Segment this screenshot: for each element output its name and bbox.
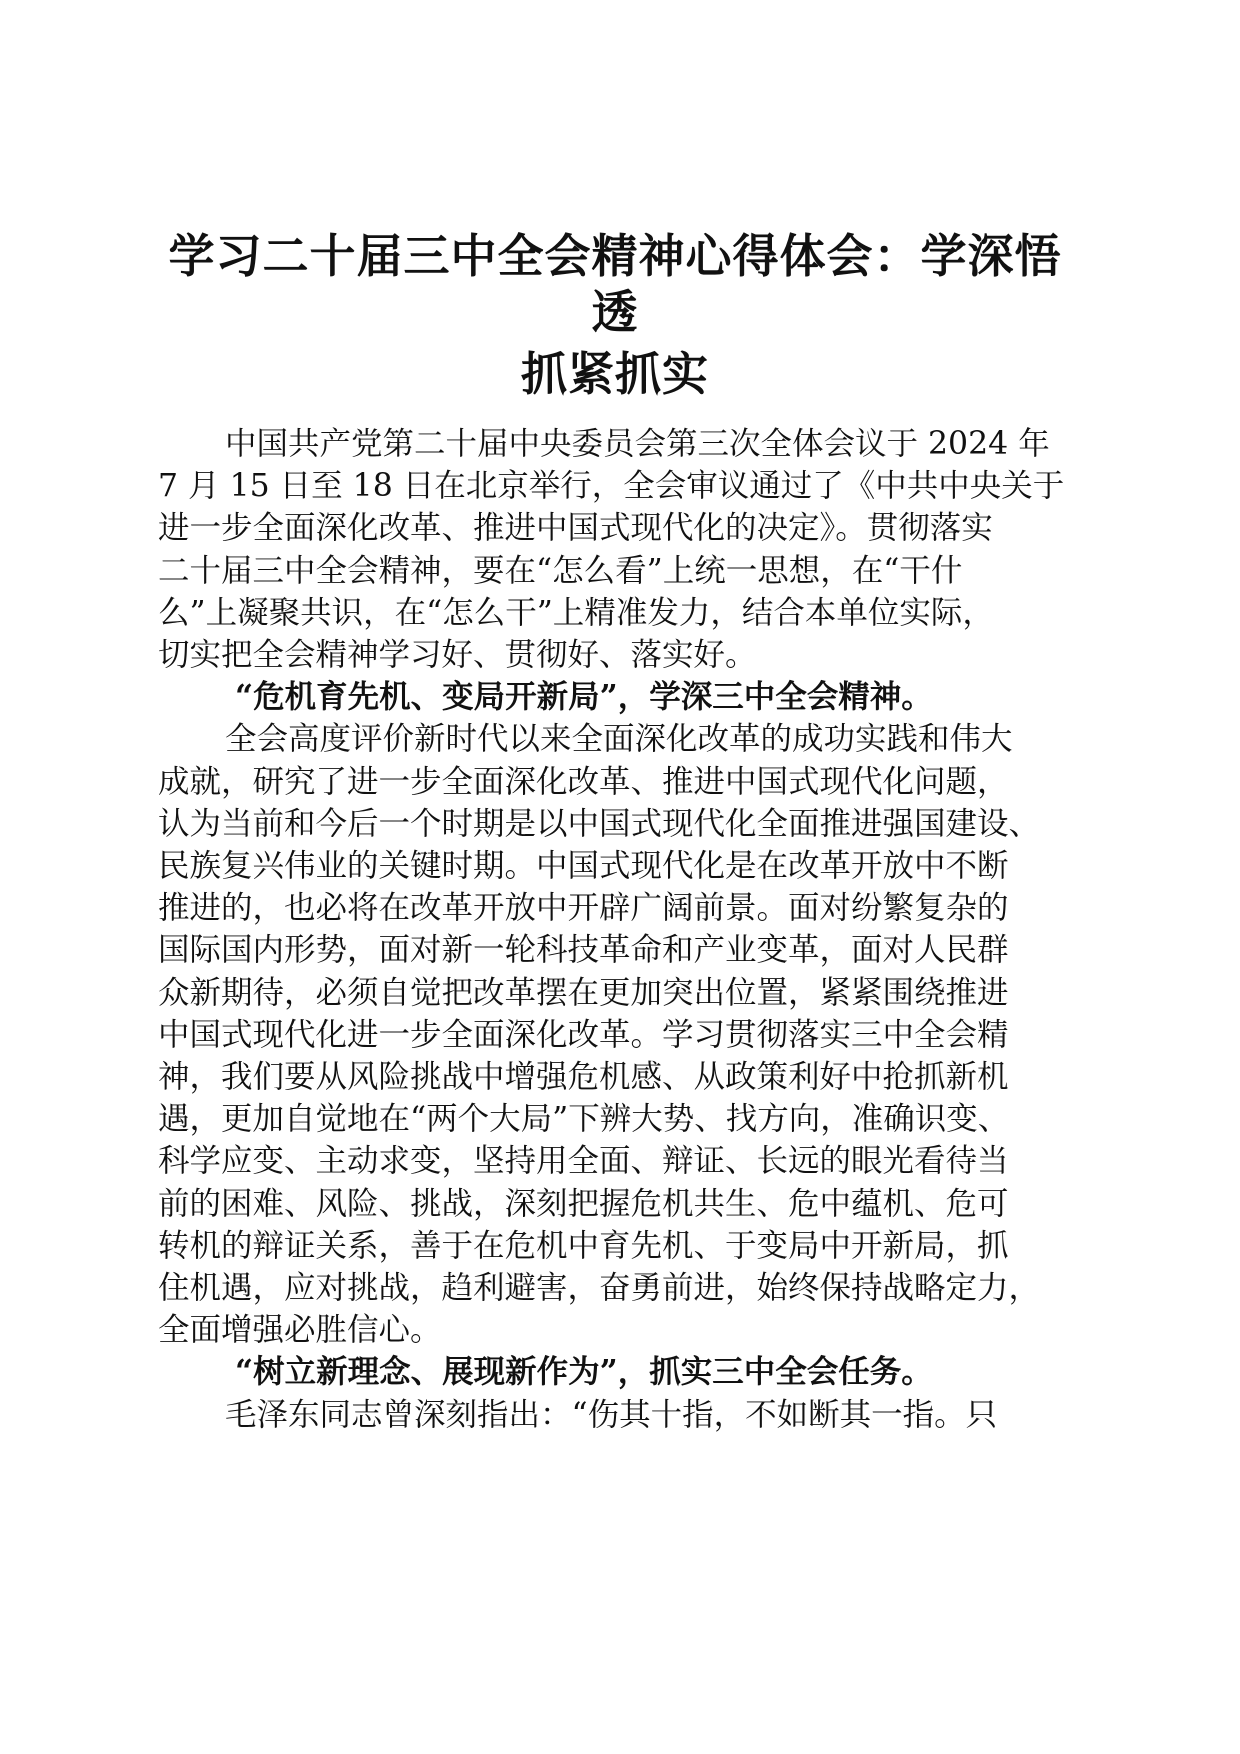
paragraph-line: 前的困难、风险、挑战，深刻把握危机共生、危中蕴机、危可 [158,1185,1009,1222]
paragraph-line: 中国共产党第二十届中央委员会第三次全体会议于 2024 年 [225,426,1050,462]
paragraph-line: 二十届三中全会精神，要在“怎么看”上统一思想，在“干什 [158,552,963,589]
paragraph-line: 进一步全面深化改革、推进中国式现代化的决定》。贯彻落实 [158,510,993,547]
paragraph-line: 遇，更加自觉地在“两个大局”下辨大势、找方向，准确识变、 [158,1101,1010,1138]
paragraph-line: 全会高度评价新时代以来全面深化改革的成功实践和伟大 [225,721,1013,758]
paragraph-line: 国际国内形势，面对新一轮科技革命和产业变革，面对人民群 [158,932,1009,969]
paragraph-line: 神，我们要从风险挑战中增强危机感、从政策利好中抢抓新机 [158,1059,1009,1095]
paragraph-line: 成就，研究了进一步全面深化改革、推进中国式现代化问题， [158,763,1009,800]
document-title-line-2: 抓紧抓实 [521,347,709,401]
paragraph-line: 科学应变、主动求变，坚持用全面、辩证、长远的眼光看待当 [158,1143,1009,1180]
paragraph-line: 全面增强必胜信心。 [158,1312,442,1349]
paragraph-line: 民族复兴伟业的关键时期。中国式现代化是在改革开放中不断 [158,848,1009,884]
section-heading: “危机育先机、变局开新局”，学深三中全会精神。 [235,678,933,716]
paragraph-line: 中国式现代化进一步全面深化改革。学习贯彻落实三中全会精 [158,1016,1009,1053]
paragraph-line: 认为当前和今后一个时期是以中国式现代化全面推进强国建设、 [158,805,1041,842]
document-title-line-1: 学习二十届三中全会精神心得体会：学深悟透 [168,229,1062,339]
paragraph-line: 么”上凝聚共识，在“怎么干”上精准发力，结合本单位实际， [158,594,994,631]
paragraph-line: 众新期待，必须自觉把改革摆在更加突出位置，紧紧围绕推进 [158,974,1009,1011]
section-heading: “树立新理念、展现新作为”，抓实三中全会任务。 [235,1353,933,1391]
paragraph-line: 住机遇，应对挑战，趋利避害，奋勇前进，始终保持战略定力， [158,1270,1041,1306]
paragraph-line: 切实把全会精神学习好、贯彻好、落实好。 [158,637,757,673]
paragraph-line: 7 月 15 日至 18 日在北京举行，全会审议通过了《中共中央关于 [158,468,1065,505]
paragraph-line: 推进的，也必将在改革开放中开辟广阔前景。面对纷繁复杂的 [158,890,1009,927]
paragraph-line: 转机的辩证关系，善于在危机中育先机、于变局中开新局，抓 [158,1227,1009,1264]
paragraph-line: 毛泽东同志曾深刻指出：“伤其十指，不如断其一指。只 [225,1396,998,1433]
